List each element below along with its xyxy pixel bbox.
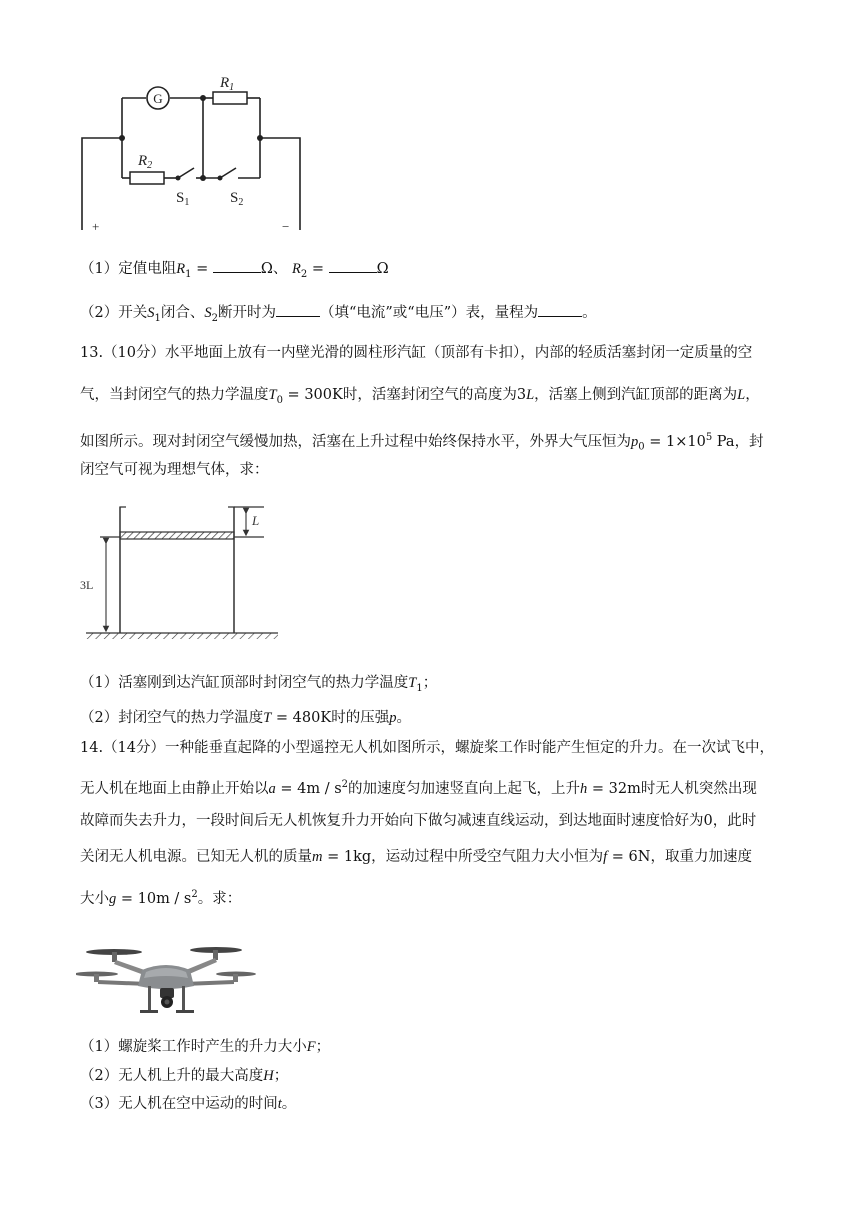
q14-stem-line3: 故障而失去升力，一段时间后无人机恢复升力开始向下做匀减速直线运动，到达地面时速度恰好为0，此时 [80, 813, 757, 829]
q13-stem-line1: 13.（10分）水平地面上放有一内壁光滑的圆柱形汽缸（顶部有卡扣），内部的轻质活塞封闭一定质量的空 [80, 345, 753, 361]
q14-stem-line5: 大小$g = 10m / s^2$。求： [80, 889, 242, 907]
resistor-r2-icon [130, 172, 164, 184]
q13-stem-line4: 闭空气可视为理想气体，求： [80, 462, 269, 478]
q12-part1: （1）定值电阻$R_1 = \Omega$、 $R_2 = \Omega$ [80, 258, 389, 285]
q14-part2: （2）无人机上升的最大高度H； [80, 1068, 289, 1084]
ground-hatch [86, 633, 278, 639]
answer-blank-r2[interactable] [329, 258, 377, 273]
circuit-diagram [70, 60, 320, 240]
svg-text:S1 [176, 190, 189, 208]
q14-part3: （3）无人机在空中运动的时间t。 [80, 1096, 297, 1112]
svg-text:S2 [230, 190, 243, 208]
piston [120, 532, 234, 539]
q13-part1: （1）活塞刚到达汽缸顶部时封闭空气的热力学温度$T_1$； [80, 675, 438, 694]
galvanometer-label: G [153, 91, 163, 106]
answer-blank-meter-type[interactable] [276, 302, 320, 317]
s1-label: S [176, 190, 185, 206]
plus-terminal-label: + [92, 219, 100, 234]
drone-image [76, 926, 256, 1026]
q12-part2: （2）开关$S_1$闭合、$S_2$断开时为 （填“电流”或“电压”）表，量程为 。 [80, 302, 597, 329]
minus-terminal-label: − [282, 219, 290, 234]
svg-text:R2 [137, 153, 152, 171]
dimension-l-label: L [252, 513, 260, 528]
r1-label: R [220, 75, 230, 91]
q13-part2: （2）封闭空气的热力学温度T = 480K时的压强p。 [80, 710, 411, 726]
q13-stem-line2: 气，当封闭空气的热力学温度$T_0 = 300K$时，活塞封闭空气的高度为3L，活塞上侧到汽缸顶部的距离为L， [80, 387, 760, 406]
s2-label: S [230, 190, 239, 206]
resistor-r1-icon [213, 92, 247, 104]
svg-text:R1 [219, 75, 234, 93]
q14-stem-line4: 关闭无人机电源。已知无人机的质量m = 1kg，运动过程中所受空气阻力大小恒为f = 6N，取重力加速度 [80, 849, 752, 865]
cylinder-diagram [78, 495, 288, 645]
r2-sub: 2 [147, 160, 153, 171]
s1-sub: 1 [184, 197, 190, 208]
answer-blank-range[interactable] [538, 302, 582, 317]
q14-stem-line2: 无人机在地面上由静止开始以$a = 4m / s^2$的加速度匀加速竖直向上起飞，上升h = 32m时无人机突然出现 [80, 779, 757, 797]
answer-blank-r1[interactable] [213, 258, 261, 273]
q14-part1: （1）螺旋桨工作时产生的升力大小F； [80, 1039, 331, 1055]
dimension-3l-label: 3L [80, 578, 94, 592]
r1-sub: 1 [229, 82, 235, 93]
s2-sub: 2 [238, 197, 244, 208]
q14-stem-line1: 14.（14分）一种能垂直起降的小型遥控无人机如图所示，螺旋桨工作时能产生恒定的升力。在一次试飞中， [80, 740, 775, 756]
q13-stem-line3: 如图所示。现对封闭空气缓慢加热，活塞在上升过程中始终保持水平，外界大气压恒为$p_0 = 1\times 10^5$ Pa，封 [80, 432, 764, 453]
r2-label: R [138, 153, 148, 169]
